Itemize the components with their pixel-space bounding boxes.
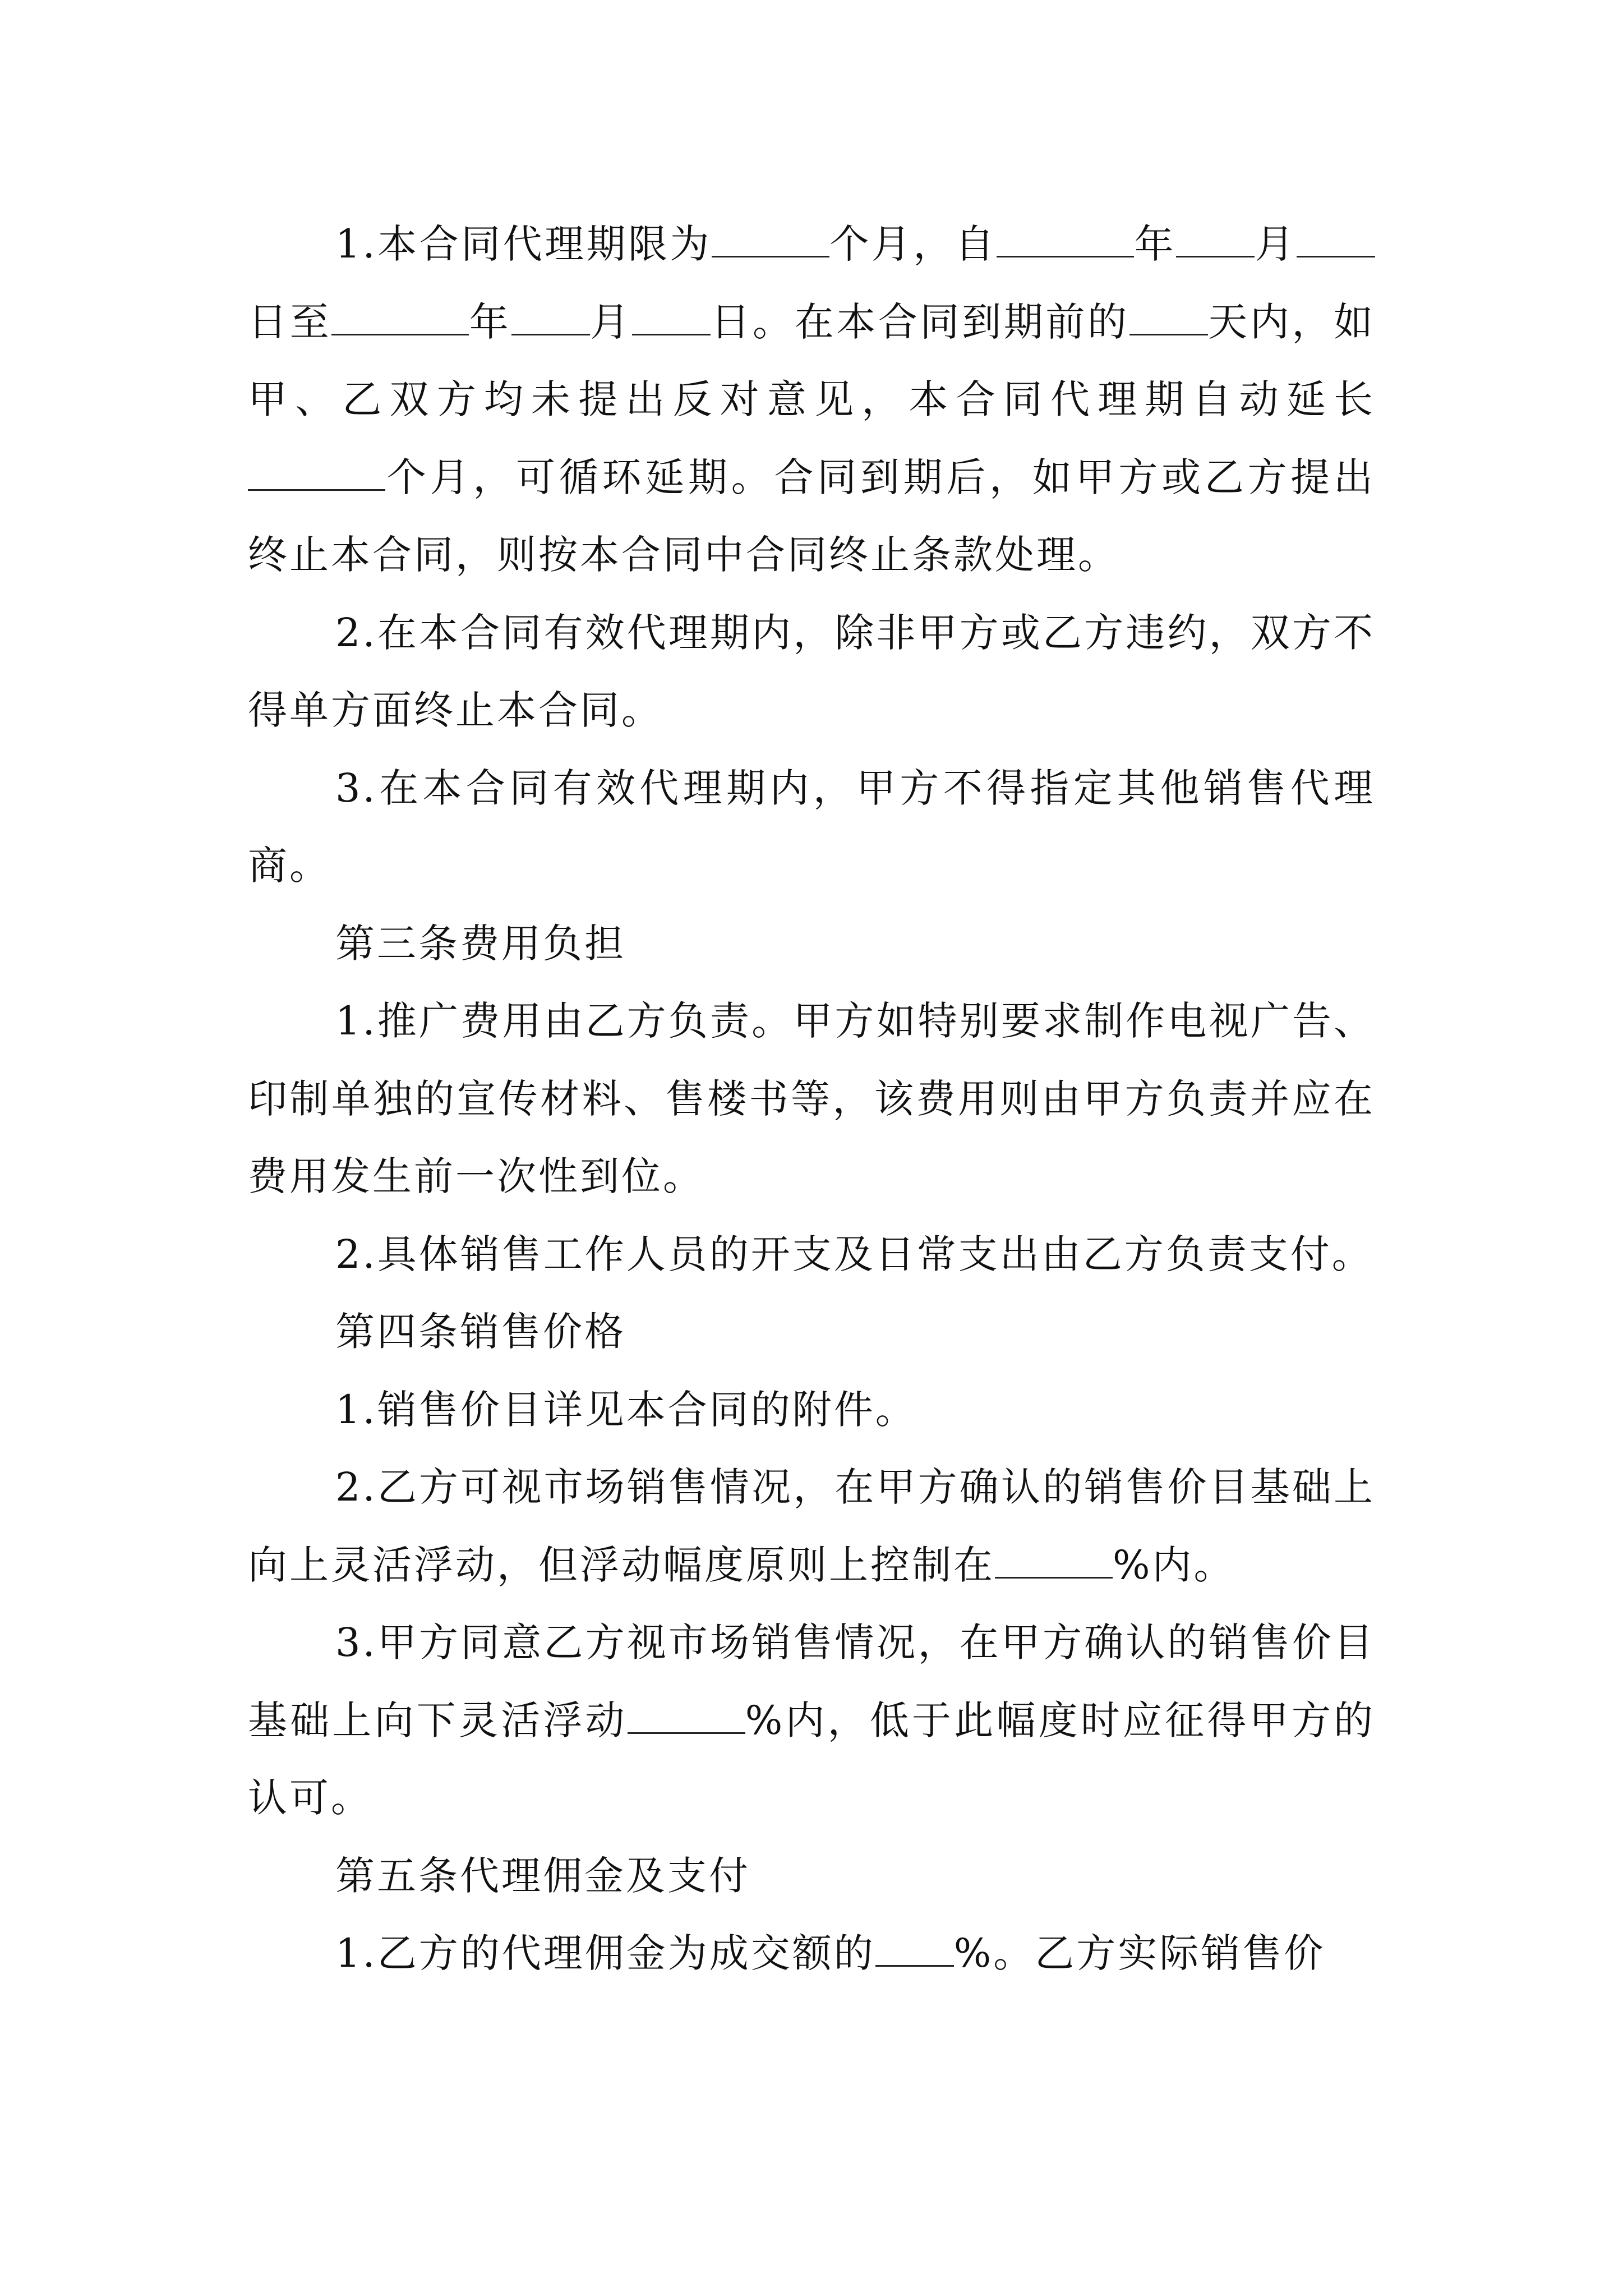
text-run: 2.乙方可视市场销售情况，在甲方确认的销售价目基础上向上灵活浮动，但浮动幅度原则上控制在 <box>248 1464 1375 1588</box>
fill-in-blank <box>712 220 829 257</box>
text-run: 第三条费用负担 <box>335 920 626 967</box>
text-run: 2.在本合同有效代理期内，除非甲方或乙方违约，双方不得单方面终止本合同。 <box>248 609 1375 733</box>
text-run: 年 <box>469 298 511 345</box>
section-heading <box>248 1837 1375 1915</box>
section-heading <box>248 1293 1375 1371</box>
text-run: 日。在本合同到期前的 <box>710 298 1129 345</box>
fill-in-blank <box>331 298 469 335</box>
clause-paragraph <box>248 1915 1375 1993</box>
fill-in-blank <box>995 1542 1113 1579</box>
fill-in-blank <box>248 454 385 491</box>
fill-in-blank <box>511 298 590 335</box>
text-run: 1.乙方的代理佣金为成交额的 <box>335 1930 875 1976</box>
text-run: 日至 <box>248 298 332 345</box>
text-run: 2.具体销售工作人员的开支及日常支出由乙方负责支付。 <box>335 1231 1373 1277</box>
document-body <box>248 205 1375 1993</box>
text-run: %内，低于此幅度时应征得甲方的认可。 <box>248 1697 1376 1821</box>
text-run: %。乙方实际销售价 <box>953 1930 1326 1976</box>
clause-paragraph <box>248 749 1375 905</box>
text-run: 第四条销售价格 <box>335 1309 626 1355</box>
text-run: 3.在本合同有效代理期内，甲方不得指定其他销售代理商。 <box>248 765 1375 889</box>
text-run: 1.本合同代理期限为 <box>335 221 712 267</box>
text-run: 个月，可循环延期。合同到期后，如甲方或乙方提出终止本合同，则按本合同中合同终止条款处理。 <box>248 454 1375 578</box>
clause-paragraph <box>248 982 1375 1216</box>
fill-in-blank <box>1129 298 1208 335</box>
text-run: 月 <box>1255 221 1297 267</box>
fill-in-blank <box>1297 220 1375 257</box>
text-run: 1.销售价目详见本合同的附件。 <box>335 1386 917 1433</box>
fill-in-blank <box>632 298 711 335</box>
clause-paragraph <box>248 1216 1375 1294</box>
text-run: 年 <box>1134 221 1177 267</box>
fill-in-blank <box>997 220 1134 257</box>
text-run: %内。 <box>1113 1542 1235 1588</box>
fill-in-blank <box>875 1930 954 1967</box>
fill-in-blank <box>1176 220 1255 257</box>
clause-paragraph <box>248 205 1375 594</box>
text-run: 第五条代理佣金及支付 <box>335 1852 750 1899</box>
clause-paragraph <box>248 1448 1375 1604</box>
text-run: 天内，如甲、乙双方均未提出反对意见，本合同代理期自动延长 <box>248 298 1376 422</box>
text-run: 1.推广费用由乙方负责。甲方如特别要求制作电视广告、印制单独的宣传材料、售楼书等，该费用则由甲方负责并应在费用发生前一次性到位。 <box>248 998 1375 1199</box>
section-heading <box>248 905 1375 983</box>
text-run: 月 <box>589 298 632 345</box>
text-run: 3.甲方同意乙方视市场销售情况，在甲方确认的销售价目基础上向下灵活浮动 <box>248 1619 1375 1743</box>
clause-paragraph <box>248 1604 1375 1837</box>
fill-in-blank <box>628 1697 745 1734</box>
clause-paragraph <box>248 594 1375 749</box>
text-run: 个月，自 <box>829 221 997 267</box>
clause-paragraph <box>248 1371 1375 1449</box>
